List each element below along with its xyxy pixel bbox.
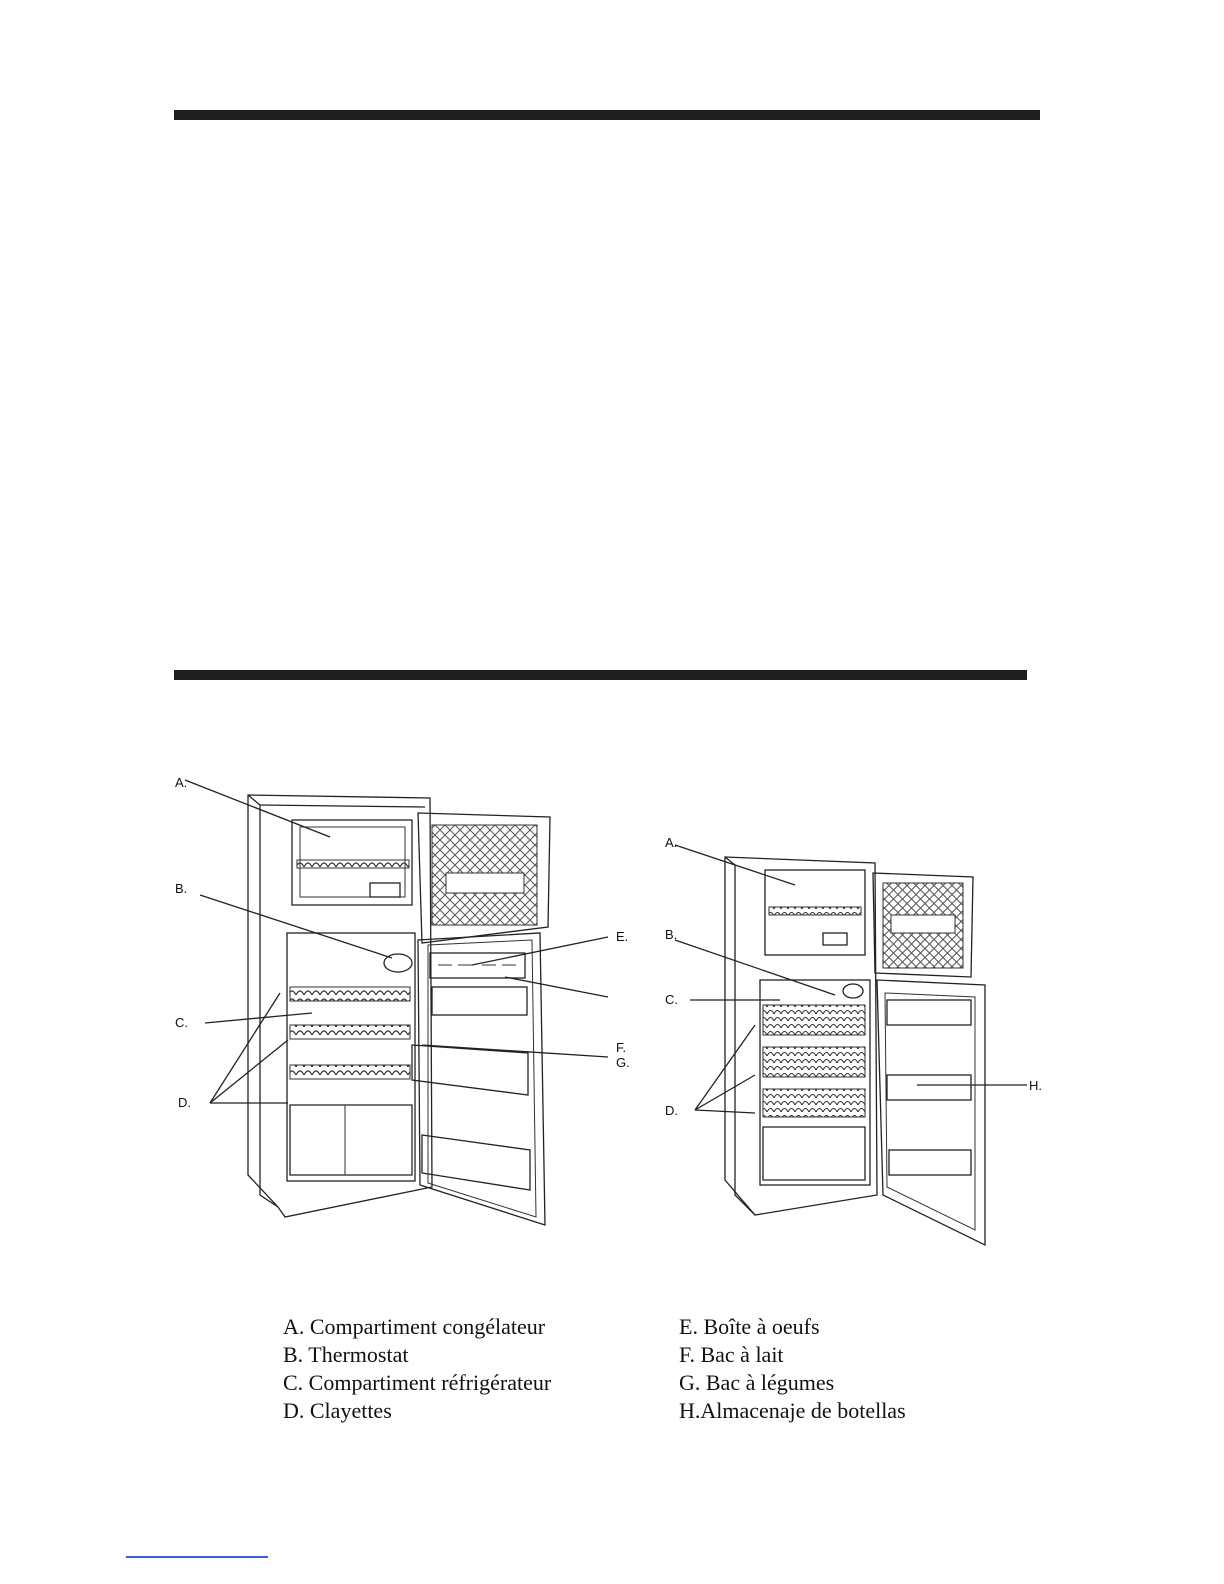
callout-b: B. xyxy=(175,881,188,896)
legend-left xyxy=(283,1313,551,1425)
legend-item-b: B. Thermostat xyxy=(283,1342,409,1367)
callout-d: D. xyxy=(178,1095,191,1110)
legend-item-e: E. Boîte à oeufs xyxy=(679,1314,820,1339)
section-rule xyxy=(174,670,1027,680)
footer-link-underline[interactable] xyxy=(126,1556,268,1558)
callout-d: D. xyxy=(665,1103,678,1118)
callout-a: A. xyxy=(665,835,678,850)
legend-item-g: G. Bac à légumes xyxy=(679,1370,835,1395)
callout-e: E. xyxy=(616,929,629,944)
legend-item-f: F. Bac à lait xyxy=(679,1342,784,1367)
callout-b: B. xyxy=(665,927,678,942)
callout-g: G. xyxy=(616,1055,630,1070)
legend-item-h: H.Almacenaje de botellas xyxy=(679,1398,906,1423)
fridge-diagram-small xyxy=(655,755,1055,1250)
callout-a: A. xyxy=(175,775,188,790)
fridge-diagram-large xyxy=(160,755,660,1245)
top-rule xyxy=(174,110,1040,120)
legend-item-d: D. Clayettes xyxy=(283,1398,392,1423)
callout-c: C. xyxy=(175,1015,188,1030)
legend-right xyxy=(679,1313,906,1425)
callout-f: F. xyxy=(616,1040,627,1055)
callout-h: H. xyxy=(1029,1078,1042,1093)
legend-item-a: A. Compartiment congélateur xyxy=(283,1314,546,1339)
callout-c: C. xyxy=(665,992,678,1007)
legend-item-c: C. Compartiment réfrigérateur xyxy=(283,1370,552,1395)
